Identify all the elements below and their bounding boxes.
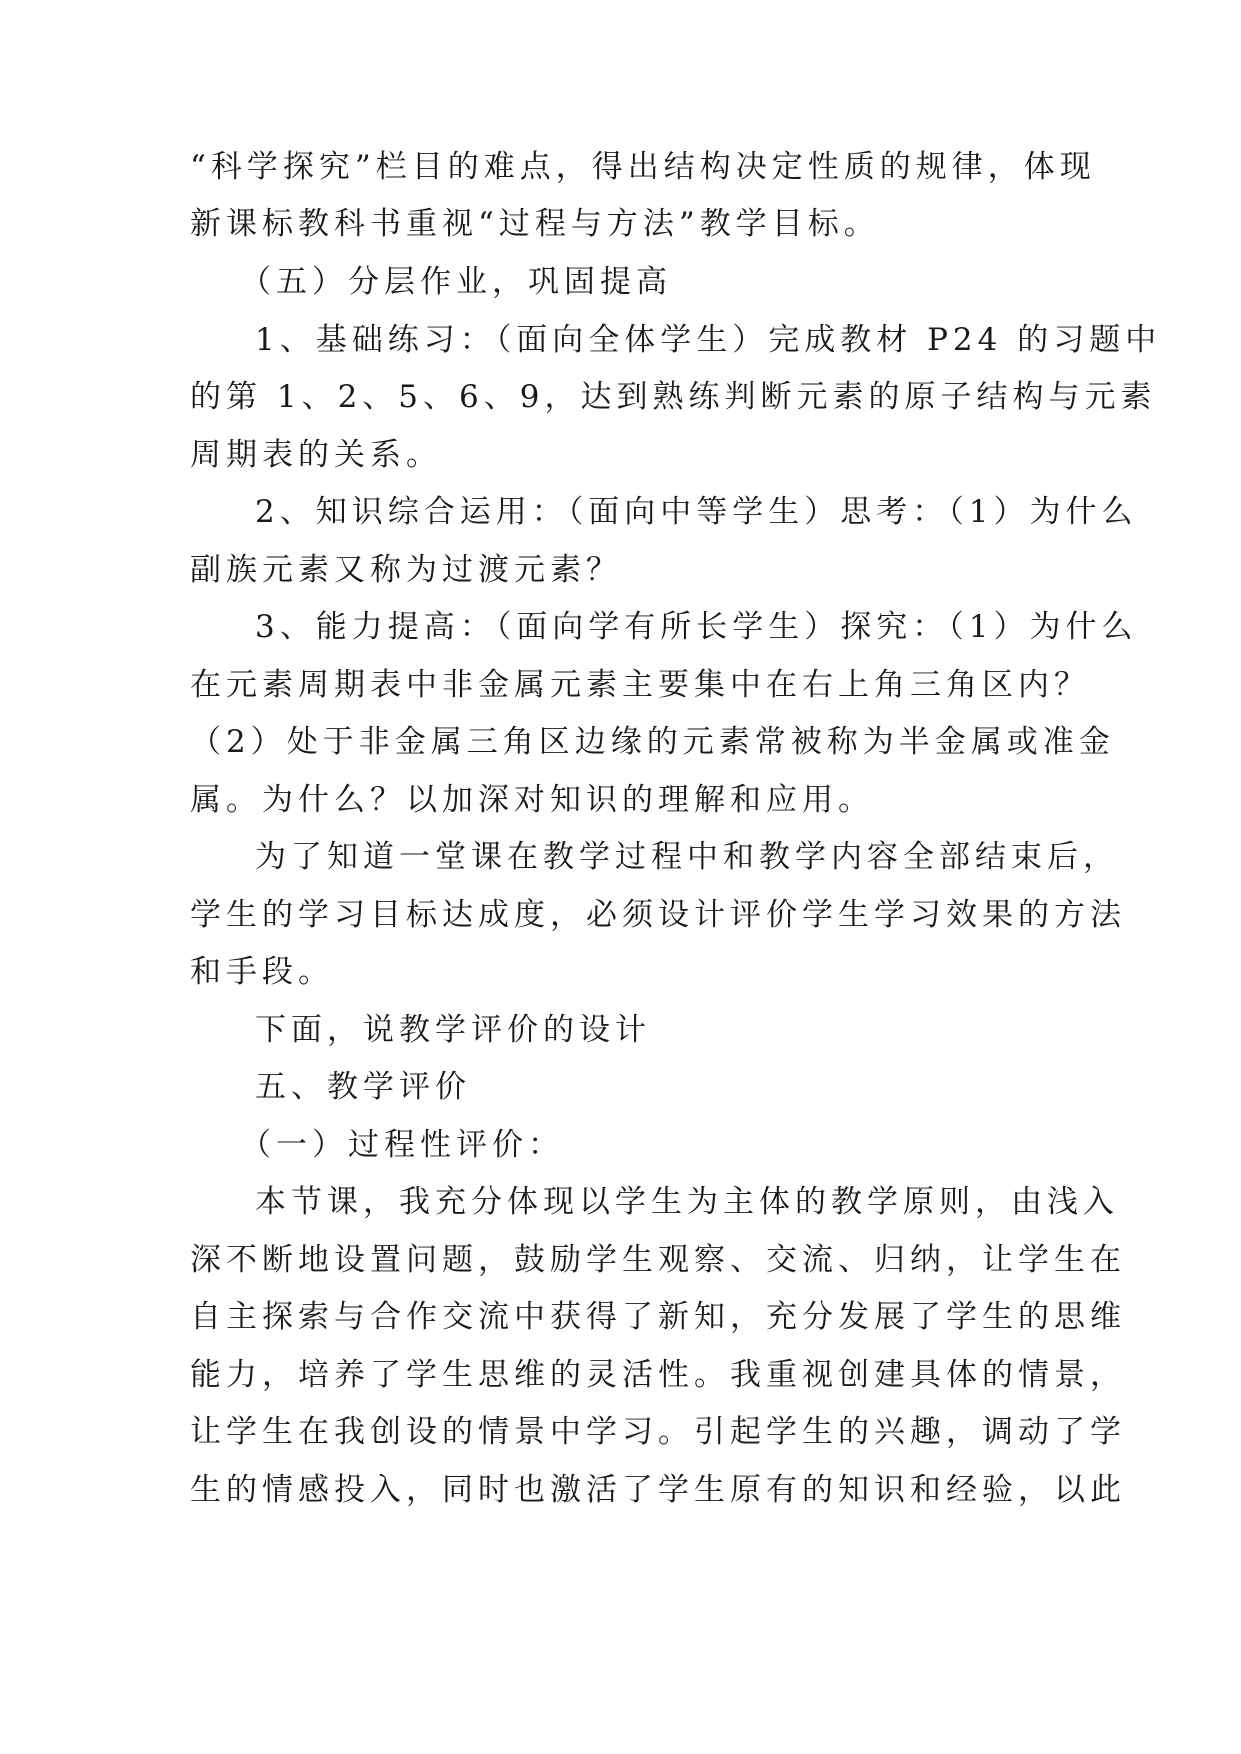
text-line: 周期表的关系。 — [190, 437, 442, 473]
text-line: 的第 1、2、5、6、9，达到熟练判断元素的原子结构与元素 — [190, 379, 1157, 415]
text-line: 为了知道一堂课在教学过程中和教学内容全部结束后， — [255, 839, 1119, 875]
text-line: 3、能力提高：（面向学有所长学生）探究：（1）为什么 — [255, 609, 1138, 645]
section-heading: （五）分层作业，巩固提高 — [240, 264, 672, 300]
text-line: （2）处于非金属三角区边缘的元素常被称为半金属或准金 — [190, 724, 1115, 760]
text-line: 生的情感投入，同时也激活了学生原有的知识和经验，以此 — [190, 1472, 1126, 1508]
text-line: 新课标教科书重视“过程与方法”教学目标。 — [190, 206, 880, 242]
subsection-heading: （一）过程性评价： — [240, 1127, 564, 1163]
text-line: 让学生在我创设的情景中学习。引起学生的兴趣，调动了学 — [190, 1414, 1126, 1450]
text-line: 2、知识综合运用：（面向中等学生）思考：（1）为什么 — [255, 494, 1138, 530]
text-line: 自主探索与合作交流中获得了新知，充分发展了学生的思维 — [190, 1299, 1126, 1335]
text-line: 能力，培养了学生思维的灵活性。我重视创建具体的情景， — [190, 1357, 1126, 1393]
text-line: 副族元素又称为过渡元素？ — [190, 552, 622, 588]
text-line: 1、基础练习：（面向全体学生）完成教材 P24 的习题中 — [255, 322, 1162, 358]
text-line: 学生的学习目标达成度，必须设计评价学生学习效果的方法 — [190, 897, 1126, 933]
text-line: 下面，说教学评价的设计 — [255, 1012, 651, 1048]
text-line: 和手段。 — [190, 954, 334, 990]
text-line: 本节课，我充分体现以学生为主体的教学原则，由浅入 — [255, 1184, 1119, 1220]
text-line: 深不断地设置问题，鼓励学生观察、交流、归纳，让学生在 — [190, 1242, 1126, 1278]
section-heading: 五、教学评价 — [255, 1069, 471, 1105]
text-line: “科学探究”栏目的难点，得出结构决定性质的规律，体现 — [190, 149, 1096, 185]
text-line: 属。为什么？以加深对知识的理解和应用。 — [190, 782, 874, 818]
text-line: 在元素周期表中非金属元素主要集中在右上角三角区内？ — [190, 667, 1090, 703]
